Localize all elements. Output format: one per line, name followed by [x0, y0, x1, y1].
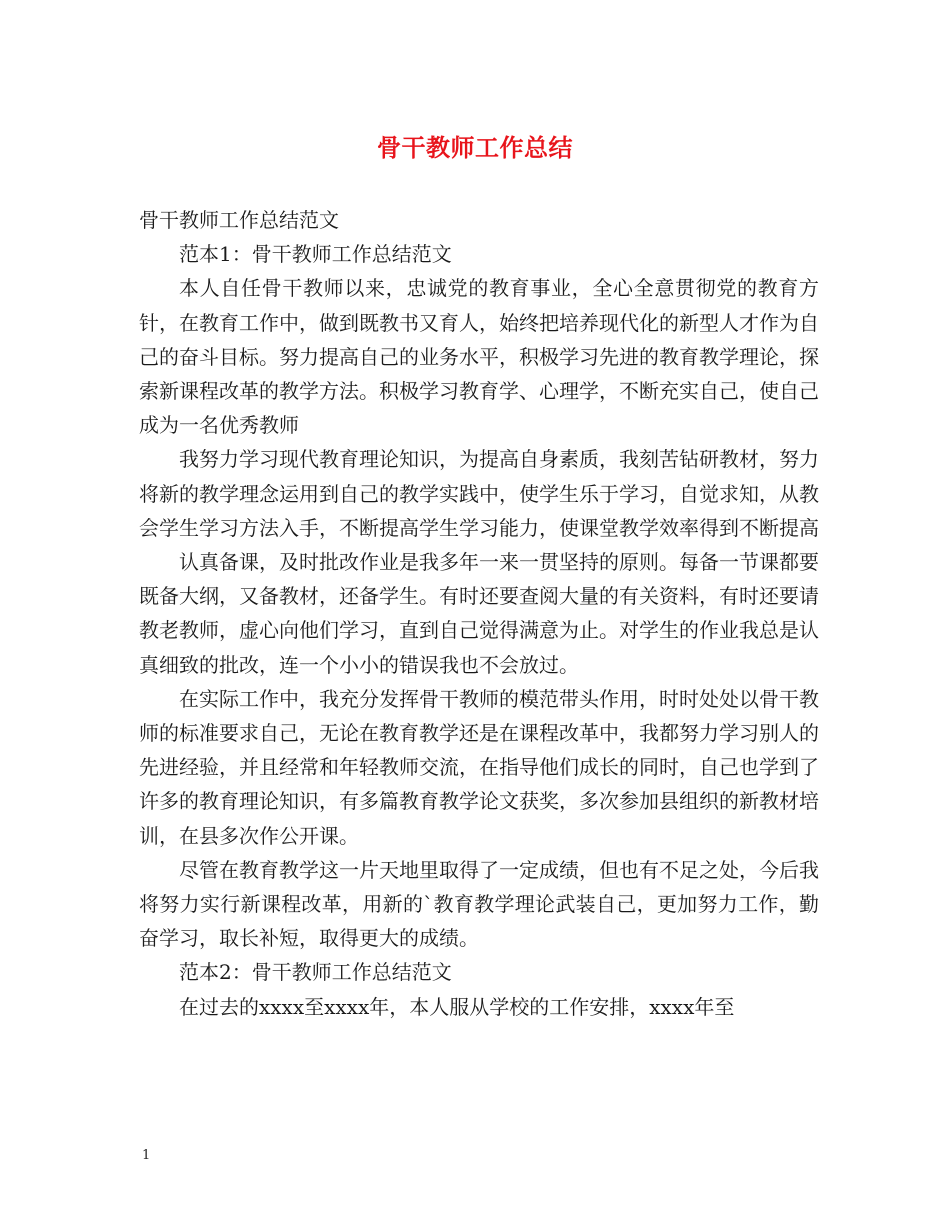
paragraph: 认真备课，及时批改作业是我多年一来一贯坚持的原则。每备一节课都要既备大纲，又备教材，还备学生。有时还要查阅大量的有关资料，有时还要请教老教师，虚心向他们学习，直到自己觉得满意为止。对学生的作业我总是认真细致的批改，连一个小小的错误我也不会放过。 [139, 550, 819, 677]
paragraph: 在实际工作中，我充分发挥骨干教师的模范带头作用，时时处处以骨干教师的标准要求自己，无论在教育教学还是在课程改革中，我都努力学习别人的先进经验，并且经常和年轻教师交流，在指导他们成长的同时，自己也学到了许多的教育理论知识，有多篇教育教学论文获奖，多次参加县组织的新教材培训，在县多次作公开课。 [139, 686, 819, 848]
heading-line: 骨干教师工作总结范文 [139, 208, 339, 232]
page-number: 1 [142, 1148, 151, 1163]
section-heading-sample-2: 范本2：骨干教师工作总结范文 [179, 960, 452, 985]
paragraph: 在过去的xxxx至xxxx年，本人服从学校的工作安排，xxxx年至 [179, 994, 735, 1019]
section-heading-sample-1: 范本1：骨干教师工作总结范文 [179, 242, 452, 267]
paragraph: 本人自任骨干教师以来，忠诚党的教育事业，全心全意贯彻党的教育方针，在教育工作中，做到既教书又育人，始终把培养现代化的新型人才作为自己的奋斗目标。努力提高自己的业务水平，积极学习先进的教育教学理论，探索新课程改革的教学方法。积极学习教育学、心理学，不断充实自己，使自己成为一名优秀教师 [139, 276, 819, 438]
paragraph: 尽管在教育教学这一片天地里取得了一定成绩，但也有不足之处，今后我将努力实行新课程改革，用新的`教育教学理论武装自己，更加努力工作，勤奋学习，取长补短，取得更大的成绩。 [139, 857, 819, 951]
document-title: 骨干教师工作总结 [377, 133, 573, 162]
document-body [139, 203, 819, 1024]
paragraph: 我努力学习现代教育理论知识，为提高自身素质，我刻苦钻研教材，努力将新的教学理念运用到自己的教学实践中，使学生乐于学习，自觉求知，从教会学生学习方法入手，不断提高学生学习能力，使课堂教学效率得到不断提高 [139, 447, 819, 540]
